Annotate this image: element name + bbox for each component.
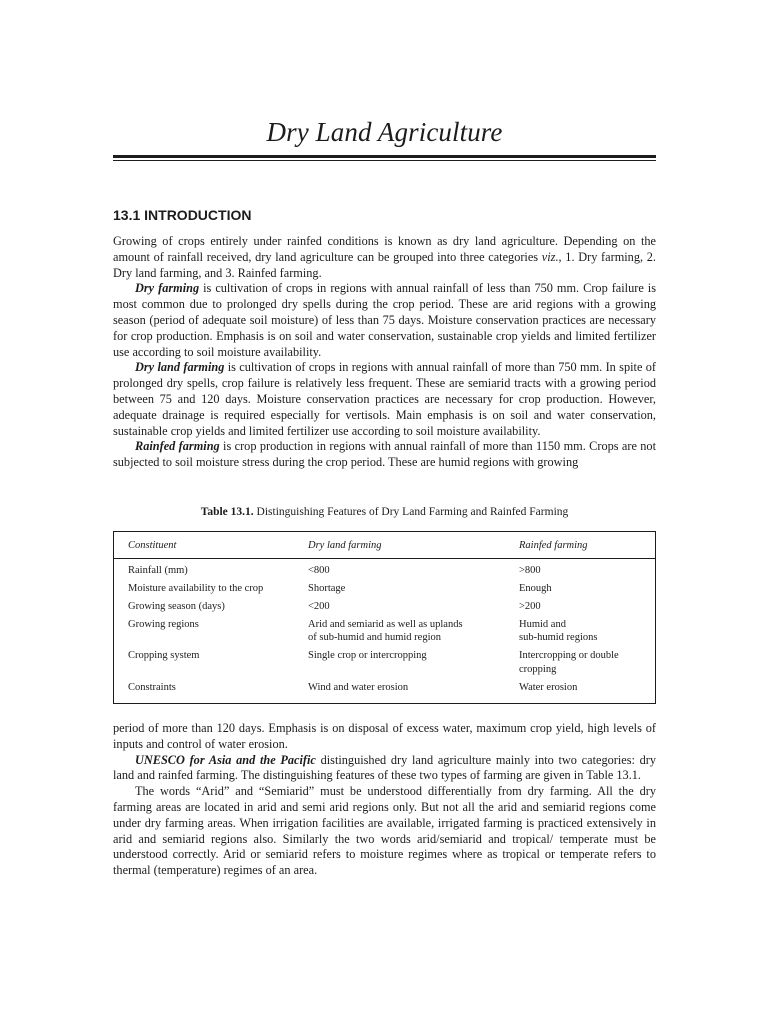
term-dry-farming: Dry farming xyxy=(135,281,200,296)
table-cell: Cropping system xyxy=(128,650,200,661)
table-cell: Moisture availability to the crop xyxy=(128,583,264,594)
table-cell: Wind and water erosion xyxy=(308,682,409,693)
comparison-table xyxy=(113,531,656,704)
table-cell: <800 xyxy=(308,565,330,576)
title-rule-thin xyxy=(113,160,656,161)
table-cell: >200 xyxy=(519,601,541,612)
paragraph-unesco xyxy=(113,753,656,785)
table-cell: Single crop or intercropping xyxy=(308,650,427,661)
text-block-bottom xyxy=(113,721,656,879)
table-cell: Rainfall (mm) xyxy=(128,565,188,576)
table-cell: Enough xyxy=(519,583,552,594)
paragraph-text: distinguished dry land agriculture mainly into two categories: dry land and rainfed farming. The distinguishing features of these two types of farming are given in Table 13.1. xyxy=(113,752,657,783)
table-cell: Arid and semiarid as well as uplands xyxy=(308,619,463,630)
table-cell: Shortage xyxy=(308,583,346,594)
title-rule-thick xyxy=(113,155,656,158)
table-cell: <200 xyxy=(308,601,330,612)
paragraph-rainfed-farming xyxy=(113,439,656,471)
term-rainfed-farming: Rainfed farming xyxy=(135,439,220,454)
paragraph-dry-farming xyxy=(113,281,656,360)
table-header-dry-land: Dry land farming xyxy=(308,540,382,551)
table-cell: Constraints xyxy=(128,682,176,693)
table-header-constituent: Constituent xyxy=(128,540,177,551)
paragraph-text: is cultivation of crops in regions with annual rainfall of more than 750 mm. In spite of prolonged dry spells, crop failure is relatively less frequent. These are semiarid tracts with a growing period between 75 and 120 days. Moisture conservation practices are necessary for crop production. However, adequate drainage is required especially for vertisols. Main emphasis is on soil and water conservation, sustainable crop yields and limited fertilizer use according to soil moisture availability. xyxy=(113,360,657,438)
table-caption-text: Distinguishing Features of Dry Land Farming and Rainfed Farming xyxy=(253,506,569,518)
table-header-rule xyxy=(114,558,655,559)
table-cell: cropping xyxy=(519,664,557,675)
table-caption xyxy=(113,504,656,520)
paragraph-continued: period of more than 120 days. Emphasis is on disposal of excess water, maximum crop yield, high levels of inputs and control of water erosion. xyxy=(113,721,656,751)
paragraph-dry-land-farming xyxy=(113,360,656,439)
table-cell: of sub-humid and humid region xyxy=(308,632,441,643)
table-cell: Water erosion xyxy=(519,682,578,693)
chapter-title: Dry Land Agriculture xyxy=(266,117,503,147)
term-unesco: UNESCO for Asia and the Pacific xyxy=(135,752,316,767)
paragraph-text: is cultivation of crops in regions with annual rainfall of less than 750 mm. Crop failure is most common due to prolonged dry spells during the crop period. These are arid regions with a growing season (period of adequate soil moisture) of less than 75 days. Moisture conservation practices are necessary for crop production. Emphasis is on soil and water conservation, sustainable crop yields and limited fertilizer use according to soil moisture availability. xyxy=(113,281,656,359)
table-cell: Growing season (days) xyxy=(128,601,225,612)
paragraph-text: , 1. Dry farming, 2. Dry land farming, and 3. Rainfed farming. xyxy=(113,249,656,280)
paragraph-arid-semiarid: The words “Arid” and “Semiarid” must be understood differentially from dry farming. All the dry farming areas are located in arid and semi arid regions only. But not all the arid and semiarid regions come under dry farming areas. When irrigation facilities are available, irrigated farming is practiced extensively in arid and semiarid regions also. Similarly the two words arid/semiarid and tropical/ temperate must be understood correctly. Arid or semiarid refers to moisture regimes where as tropical or temperate refers to thermal (temperature) regimes of an area. xyxy=(113,784,656,878)
table-cell: Intercropping or double xyxy=(519,650,619,661)
table-caption-label: Table 13.1. xyxy=(200,506,254,518)
section-heading: 13.1 INTRODUCTION xyxy=(113,207,252,223)
table-cell: >800 xyxy=(519,565,541,576)
term-dry-land-farming: Dry land farming xyxy=(135,360,225,375)
paragraph-text: Growing of crops entirely under rainfed conditions is known as dry land agriculture. Depending on the amount of rainfall received, dry land agriculture can be grouped into three categories xyxy=(113,234,656,264)
table-header-rainfed: Rainfed farming xyxy=(519,540,588,551)
paragraph-text: is crop production in regions with annual rainfall of more than 1150 mm. Crops are not subjected to soil moisture stress during the crop period. These are humid regions with growing xyxy=(113,439,656,470)
italic-term: viz. xyxy=(541,249,559,264)
paragraph-intro xyxy=(113,234,656,281)
text-block-top xyxy=(113,234,656,471)
table-cell: sub-humid regions xyxy=(519,632,598,643)
table-cell: Growing regions xyxy=(128,619,199,630)
table-cell: Humid and xyxy=(519,619,566,630)
